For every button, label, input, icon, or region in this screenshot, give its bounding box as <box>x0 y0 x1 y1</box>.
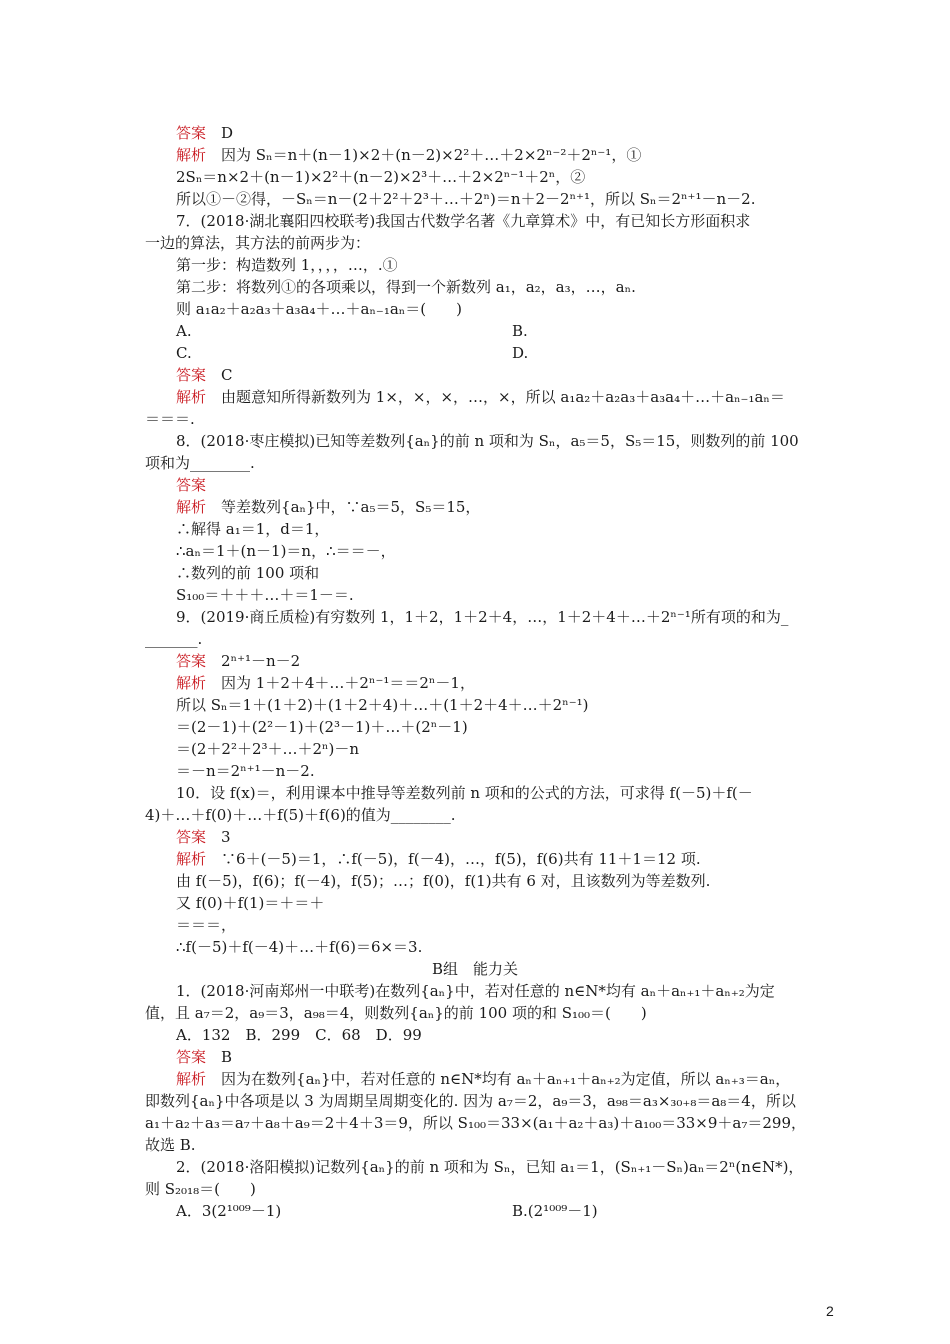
answer-label: 答案 <box>176 366 207 384</box>
text-line: 4)＋…＋f(0)＋…＋f(5)＋f(6)的值为________. <box>145 806 456 824</box>
text-line: 值，且 a₇＝2，a₉＝3，a₉₈＝4，则数列{aₙ}的前 100 项的和 S₁₀₀＝( ) <box>145 1004 647 1022</box>
page-number: 2 <box>826 1303 834 1319</box>
text-line: ∴数列的前 100 项和 <box>176 564 320 582</box>
analysis-line <box>176 1068 790 1090</box>
analysis-label: 解析 <box>176 146 207 164</box>
text-line: S₁₀₀＝＋＋＋…＋＝1－＝. <box>176 586 354 604</box>
text-line: 则 a₁a₂＋a₂a₃＋a₃a₄＋…＋aₙ₋₁aₙ＝( ) <box>176 300 463 318</box>
answer-line <box>176 122 233 144</box>
option-a: A. <box>176 322 192 340</box>
text-line: 故选 B. <box>145 1136 196 1154</box>
question-10-line: 10．设 f(x)＝，利用课本中推导等差数列前 n 项和的公式的方法，可求得 f(－5)＋f(－ <box>176 784 753 802</box>
answer-text: 3 <box>221 828 231 846</box>
text-line: 第一步：构造数列 1，，，，…，.① <box>176 256 398 274</box>
text-line: ＝(2＋2²＋2³＋…＋2ⁿ)－n <box>176 740 360 758</box>
answer-text: D <box>221 124 234 142</box>
analysis-line <box>176 848 701 870</box>
option-d: D. <box>512 344 529 362</box>
answer-line <box>176 826 231 848</box>
analysis-text: 因为在数列{aₙ}中，若对任意的 n∈N*均有 aₙ＋aₙ₊₁＋aₙ₊₂为定值，所以 aₙ₊₃＝aₙ， <box>221 1070 791 1088</box>
text-line: 一边的算法，其方法的前两步为： <box>145 234 371 252</box>
options-line: A．132 B．299 C．68 D．99 <box>176 1026 422 1044</box>
text-line: a₁＋a₂＋a₃＝a₇＋a₈＋a₉＝2＋4＋3＝9，所以 S₁₀₀＝33×(a₁＋a₂＋a₃)＋a₁₀₀＝33×9＋a₇＝299， <box>145 1114 806 1132</box>
text-line: 由 f(－5)，f(6)；f(－4)，f(5)；…；f(0)，f(1)共有 6 对，且该数列为等差数列. <box>176 872 711 890</box>
answer-line <box>176 364 233 386</box>
text-line: 又 f(0)＋f(1)＝＋＝＋ <box>176 894 325 912</box>
analysis-line <box>176 672 475 694</box>
analysis-text: 因为 Sₙ＝n＋(n－1)×2＋(n－2)×2²＋…＋2×2ⁿ⁻²＋2ⁿ⁻¹，① <box>221 146 642 164</box>
option-b: B. <box>512 322 528 340</box>
answer-text: C <box>221 366 233 384</box>
option-a: A．3(2¹⁰⁰⁹－1) <box>176 1202 282 1220</box>
answer-line <box>176 1046 232 1068</box>
answer-label: 答案 <box>176 1048 207 1066</box>
section-heading: B组 能力关 <box>431 960 519 978</box>
analysis-line <box>176 496 480 518</box>
text-line: 2Sₙ＝n×2＋(n－1)×2²＋(n－2)×2³＋…＋2×2ⁿ⁻¹＋2ⁿ，② <box>176 168 586 186</box>
question-b1-line: 1．(2018·河南郑州一中联考)在数列{aₙ}中，若对任意的 n∈N*均有 aₙ＋aₙ₊₁＋aₙ₊₂为定 <box>176 982 775 1000</box>
question-7-line: 7．(2018·湖北襄阳四校联考)我国古代数学名著《九章算术》中，有已知长方形面积求 <box>176 212 751 230</box>
question-8-line: 8．(2018·枣庄模拟)已知等差数列{aₙ}的前 n 项和为 Sₙ，a₅＝5，S₅＝15，则数列的前 100 <box>176 432 799 450</box>
analysis-label: 解析 <box>176 850 207 868</box>
answer-label: 答案 <box>176 652 207 670</box>
answer-text: 2ⁿ⁺¹－n－2 <box>221 652 301 670</box>
analysis-label: 解析 <box>176 674 207 692</box>
answer-line <box>176 474 206 496</box>
text-line: ∴解得 a₁＝1，d＝1， <box>176 520 330 538</box>
analysis-text: 因为 1＋2＋4＋…＋2ⁿ⁻¹＝＝2ⁿ－1， <box>221 674 475 692</box>
option-b: B.(2¹⁰⁰⁹－1) <box>512 1202 598 1220</box>
answer-label: 答案 <box>176 124 207 142</box>
analysis-text: ∵6＋(－5)＝1，∴f(－5)，f(－4)，…，f(5)，f(6)共有 11＋1＝12 项. <box>221 850 701 868</box>
text-line: ＝(2－1)＋(2²－1)＋(2³－1)＋…＋(2ⁿ－1) <box>176 718 468 736</box>
option-c: C. <box>176 344 192 362</box>
answer-text: B <box>221 1048 233 1066</box>
analysis-line <box>176 144 641 166</box>
text-line: ＝＝＝. <box>145 410 195 428</box>
text-line: 即数列{aₙ}中各项是以 3 为周期呈周期变化的. 因为 a₇＝2，a₉＝3，a₉₈＝a₃×₃₀₊₈＝a₈＝4，所以 <box>145 1092 796 1110</box>
answer-label: 答案 <box>176 828 207 846</box>
text-line: _______. <box>145 630 203 648</box>
question-b2-line: 2．(2018·洛阳模拟)记数列{aₙ}的前 n 项和为 Sₙ，已知 a₁＝1，(Sₙ₊₁－Sₙ)aₙ＝2ⁿ(n∈N*)， <box>176 1158 804 1176</box>
text-line: ＝－n＝2ⁿ⁺¹－n－2. <box>176 762 315 780</box>
text-line: ∴aₙ＝1＋(n－1)＝n，∴＝＝－， <box>176 542 396 560</box>
text-line: 第二步：将数列①的各项乘以，得到一个新数列 a₁，a₂，a₃，…，aₙ. <box>176 278 636 296</box>
analysis-label: 解析 <box>176 1070 207 1088</box>
text-line: 所以①－②得，－Sₙ＝n－(2＋2²＋2³＋…＋2ⁿ)＝n＋2－2ⁿ⁺¹，所以 Sₙ＝2ⁿ⁺¹－n－2. <box>176 190 756 208</box>
text-line: 则 S₂₀₁₈＝( ) <box>145 1180 256 1198</box>
text-line: ＝＝＝， <box>176 916 237 934</box>
analysis-label: 解析 <box>176 388 207 406</box>
analysis-text: 等差数列{aₙ}中，∵a₅＝5，S₅＝15， <box>221 498 481 516</box>
question-9-line: 9．(2019·商丘质检)有穷数列 1，1＋2，1＋2＋4，…，1＋2＋4＋…＋2ⁿ⁻¹所有项的和为_ <box>176 608 789 626</box>
analysis-label: 解析 <box>176 498 207 516</box>
analysis-line <box>176 386 785 408</box>
text-line: 项和为________. <box>145 454 255 472</box>
text-line: ∴f(－5)＋f(－4)＋…＋f(6)＝6×＝3. <box>176 938 423 956</box>
analysis-text: 由题意知所得新数列为 1×，×，×，…，×，所以 a₁a₂＋a₂a₃＋a₃a₄＋…＋aₙ₋₁aₙ＝ <box>221 388 785 406</box>
text-line: 所以 Sₙ＝1＋(1＋2)＋(1＋2＋4)＋…＋(1＋2＋4＋…＋2ⁿ⁻¹) <box>176 696 589 714</box>
answer-label: 答案 <box>176 476 207 494</box>
answer-line <box>176 650 300 672</box>
